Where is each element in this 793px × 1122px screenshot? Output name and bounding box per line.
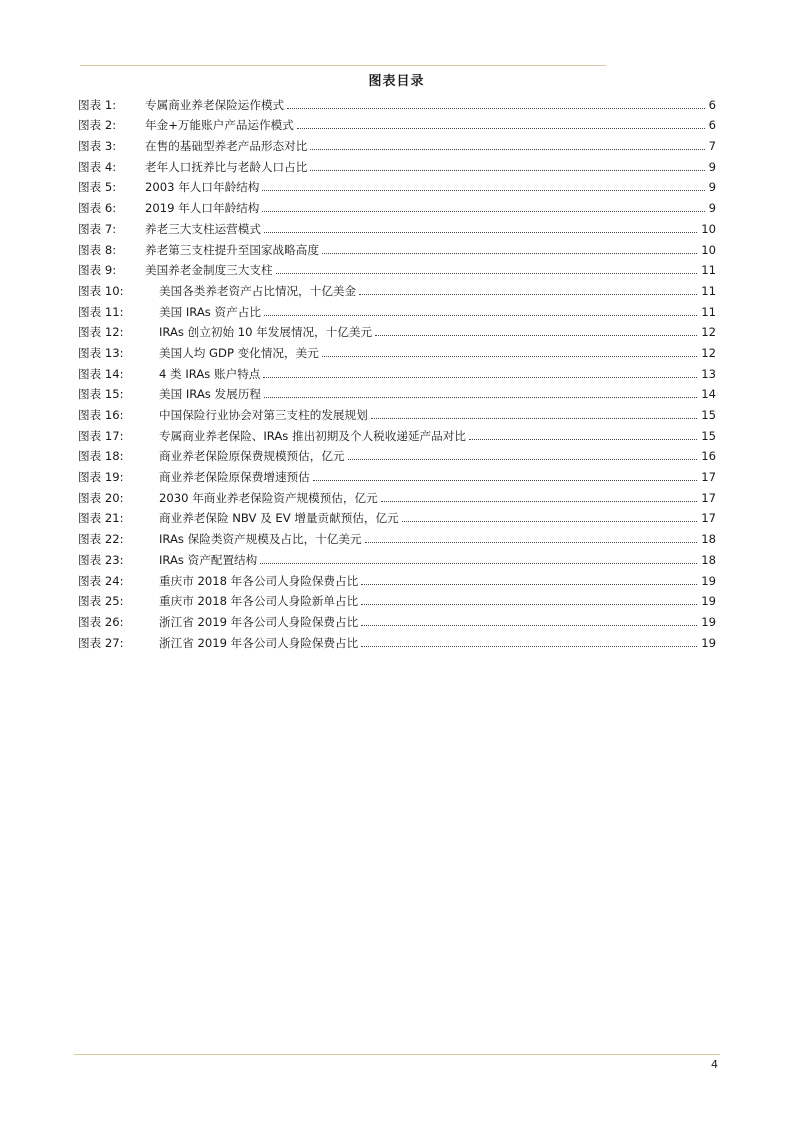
toc-entry-title: 浙江省 2019 年各公司人身险保费占比 <box>159 635 359 650</box>
toc-entry-title: 2030 年商业养老保险资产规模预估，亿元 <box>159 490 378 505</box>
toc-dot-leader <box>310 148 704 150</box>
toc-entry[interactable] <box>78 132 716 153</box>
toc-entry-label: 图表 9: <box>78 263 117 278</box>
toc-entry-title: 重庆市 2018 年各公司人身险新单占比 <box>159 594 359 609</box>
toc-dot-leader <box>322 355 697 357</box>
toc-dot-leader <box>313 479 698 481</box>
header-divider <box>80 65 606 66</box>
toc-entry[interactable] <box>78 629 716 650</box>
toc-entry[interactable] <box>78 443 716 464</box>
toc-entry-page: 18 <box>701 552 716 567</box>
toc-entry[interactable] <box>78 91 716 112</box>
toc-entry-label: 图表 17: <box>78 428 124 443</box>
toc-dot-leader <box>348 458 698 460</box>
toc-dot-leader <box>262 210 704 212</box>
toc-entry-page: 18 <box>701 532 716 547</box>
toc-entry[interactable] <box>78 381 716 402</box>
toc-entry[interactable] <box>78 463 716 484</box>
toc-entry-title: 专属商业养老保险运作模式 <box>145 97 285 112</box>
toc-entry-label: 图表 11: <box>78 304 124 319</box>
toc-entry-page: 13 <box>701 366 716 381</box>
toc-dot-leader <box>264 396 697 398</box>
toc-entry-page: 10 <box>701 242 716 257</box>
toc-entry-label: 图表 12: <box>78 325 124 340</box>
toc-dot-leader <box>359 293 697 295</box>
toc-dot-leader <box>361 583 697 585</box>
toc-entry-label: 图表 3: <box>78 139 117 154</box>
toc-dot-leader <box>264 231 697 233</box>
toc-entry-page: 17 <box>701 470 716 485</box>
toc-entry-title: IRAs 保险类资产规模及占比，十亿美元 <box>159 532 362 547</box>
toc-entry-page: 19 <box>701 594 716 609</box>
toc-entry-page: 17 <box>701 511 716 526</box>
toc-entry[interactable] <box>78 194 716 215</box>
toc-entry-label: 图表 15: <box>78 387 124 402</box>
toc-dot-leader <box>310 169 704 171</box>
toc-entry-page: 6 <box>708 118 716 133</box>
toc-entry[interactable] <box>78 484 716 505</box>
toc-dot-leader <box>260 562 697 564</box>
toc-dot-leader <box>375 334 697 336</box>
toc-entry[interactable] <box>78 608 716 629</box>
toc-entry-title: IRAs 创立初始 10 年发展情况，十亿美元 <box>159 325 373 340</box>
toc-entry-title: 2019 年人口年龄结构 <box>145 201 260 216</box>
toc-entry-title: 商业养老保险原保费增速预估 <box>159 470 310 485</box>
toc-entry-title: 商业养老保险原保费规模预估，亿元 <box>159 449 345 464</box>
toc-entry-label: 图表 21: <box>78 511 124 526</box>
toc-entry-label: 图表 1: <box>78 97 117 112</box>
toc-entry-title: 年金+万能账户产品运作模式 <box>145 118 294 133</box>
toc-entry-label: 图表 18: <box>78 449 124 464</box>
toc-entry-title: 4 类 IRAs 账户特点 <box>159 366 261 381</box>
toc-entry-page: 15 <box>701 408 716 422</box>
toc-entry-label: 图表 5: <box>78 180 117 195</box>
toc-entry[interactable] <box>78 174 716 195</box>
toc-entry-label: 图表 6: <box>78 201 117 216</box>
toc-entry[interactable] <box>78 112 716 133</box>
toc-entry-title: 养老第三支柱提升至国家战略高度 <box>145 242 319 257</box>
toc-entry-title: 中国保险行业协会对第三支柱的发展规划 <box>159 408 368 422</box>
toc-entry-title: 美国养老金制度三大支柱 <box>145 263 273 278</box>
toc-entry[interactable] <box>78 588 716 609</box>
toc-entry-label: 图表 23: <box>78 552 124 567</box>
toc-entry[interactable] <box>78 505 716 526</box>
toc-entry[interactable] <box>78 360 716 381</box>
toc-entry-label: 图表 24: <box>78 573 124 588</box>
toc-entry-title: IRAs 资产配置结构 <box>159 552 258 567</box>
toc-entry-page: 16 <box>701 449 716 464</box>
toc-entry-page: 19 <box>701 635 716 650</box>
table-of-figures <box>78 91 716 650</box>
toc-entry-page: 12 <box>701 325 716 340</box>
toc-entry-title: 美国 IRAs 发展历程 <box>159 387 261 402</box>
toc-entry[interactable] <box>78 319 716 340</box>
toc-entry-label: 图表 25: <box>78 594 124 609</box>
toc-dot-leader <box>276 272 698 274</box>
toc-entry-title: 浙江省 2019 年各公司人身险保费占比 <box>159 614 359 629</box>
toc-entry-label: 图表 2: <box>78 118 117 133</box>
toc-entry-page: 9 <box>708 201 716 216</box>
toc-dot-leader <box>287 107 704 109</box>
toc-entry-page: 12 <box>701 345 716 360</box>
toc-entry-page: 15 <box>701 428 716 443</box>
toc-entry-page: 14 <box>701 387 716 402</box>
toc-entry-page: 17 <box>701 490 716 505</box>
toc-entry-page: 10 <box>701 221 716 236</box>
toc-dot-leader <box>262 189 704 191</box>
toc-entry[interactable] <box>78 277 716 298</box>
toc-dot-leader <box>263 376 697 378</box>
toc-entry-page: 19 <box>701 614 716 629</box>
toc-entry-label: 图表 4: <box>78 159 117 174</box>
toc-entry-title: 2003 年人口年龄结构 <box>145 180 260 195</box>
toc-dot-leader <box>469 438 697 440</box>
toc-entry-page: 9 <box>708 180 716 195</box>
toc-entry[interactable] <box>78 401 716 422</box>
toc-dot-leader <box>361 624 697 626</box>
toc-entry-title: 养老三大支柱运营模式 <box>145 221 261 236</box>
toc-entry-label: 图表 27: <box>78 635 124 650</box>
toc-entry-label: 图表 7: <box>78 221 117 236</box>
toc-entry-page: 6 <box>708 97 716 112</box>
toc-entry[interactable] <box>78 525 716 546</box>
toc-dot-leader <box>365 541 698 543</box>
toc-entry[interactable] <box>78 236 716 257</box>
toc-entry-title: 美国 IRAs 资产占比 <box>159 304 261 319</box>
toc-entry-page: 11 <box>701 304 716 319</box>
toc-entry-label: 图表 8: <box>78 242 117 257</box>
toc-entry-page: 11 <box>701 283 716 298</box>
toc-entry-page: 19 <box>701 573 716 588</box>
toc-dot-leader <box>402 520 698 522</box>
toc-entry-title: 美国人均 GDP 变化情况，美元 <box>159 345 319 360</box>
toc-entry-page: 9 <box>708 159 716 174</box>
toc-entry[interactable] <box>78 546 716 567</box>
toc-entry-page: 7 <box>708 139 716 154</box>
toc-dot-leader <box>371 417 698 419</box>
toc-entry-label: 图表 19: <box>78 470 124 485</box>
toc-dot-leader <box>322 252 697 254</box>
toc-dot-leader <box>361 603 697 605</box>
toc-entry-label: 图表 22: <box>78 532 124 547</box>
toc-entry-title: 专属商业养老保险、IRAs 推出初期及个人税收递延产品对比 <box>159 428 466 443</box>
toc-entry[interactable] <box>78 298 716 319</box>
toc-entry[interactable] <box>78 339 716 360</box>
toc-entry-title: 在售的基础型养老产品形态对比 <box>145 139 308 154</box>
toc-entry-label: 图表 10: <box>78 283 124 298</box>
toc-entry[interactable] <box>78 422 716 443</box>
toc-entry[interactable] <box>78 153 716 174</box>
toc-entry-label: 图表 14: <box>78 366 124 381</box>
toc-entry-title: 老年人口抚养比与老龄人口占比 <box>145 159 308 174</box>
toc-entry-label: 图表 26: <box>78 614 124 629</box>
toc-dot-leader <box>381 500 698 502</box>
toc-dot-leader <box>297 127 705 129</box>
toc-entry[interactable] <box>78 567 716 588</box>
page-number: 4 <box>711 1058 718 1071</box>
toc-dot-leader <box>264 314 697 316</box>
toc-entry-title: 美国各类养老资产占比情况，十亿美金 <box>159 283 357 298</box>
toc-entry-label: 图表 16: <box>78 408 124 422</box>
toc-dot-leader <box>361 645 697 647</box>
toc-entry-title: 商业养老保险 NBV 及 EV 增量贡献预估，亿元 <box>159 511 399 526</box>
toc-entry[interactable] <box>78 257 716 278</box>
toc-entry-page: 11 <box>701 263 716 278</box>
footer-divider <box>74 1054 720 1055</box>
toc-entry-label: 图表 13: <box>78 345 124 360</box>
toc-entry-label: 图表 20: <box>78 490 124 505</box>
page-title: 图表目录 <box>368 74 425 89</box>
toc-entry[interactable] <box>78 215 716 236</box>
toc-entry-title: 重庆市 2018 年各公司人身险保费占比 <box>159 573 359 588</box>
